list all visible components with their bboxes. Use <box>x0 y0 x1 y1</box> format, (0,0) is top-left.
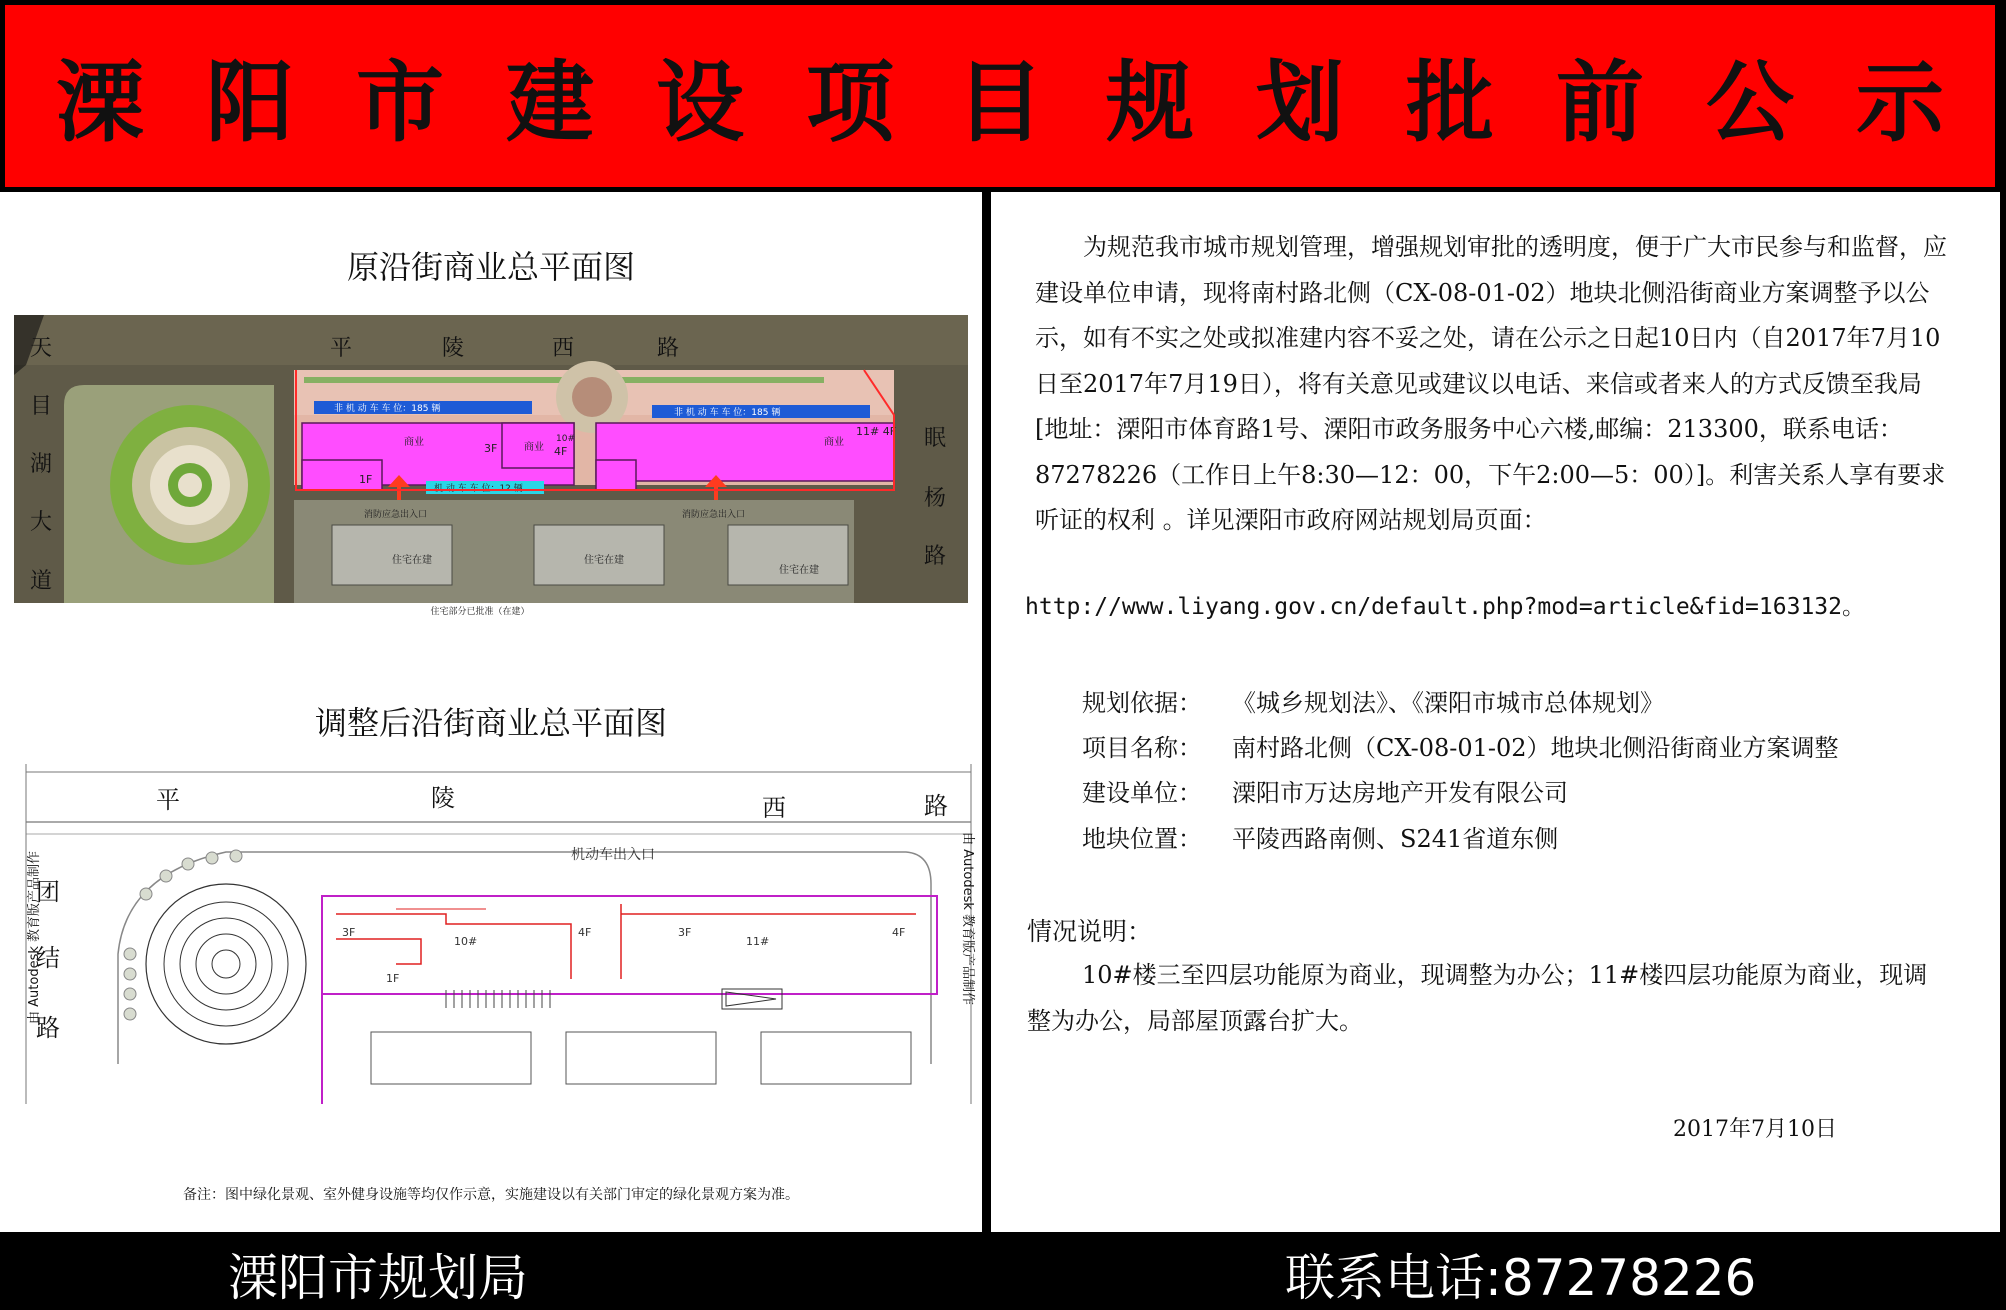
residential-label-2: 住宅在建 <box>584 555 624 566</box>
nonmotor-parking-left-label: 非 机 动 车 车 位：185 辆 <box>334 404 441 414</box>
plans-panel <box>0 192 982 1232</box>
residential-label-1: 住宅在建 <box>392 555 432 566</box>
commerce-label-10: 商业 <box>404 437 424 448</box>
svg-text:路: 路 <box>924 544 947 569</box>
footer-phone: 联系电话:87278226 <box>1285 1249 1757 1307</box>
floor-1f-label: 1F <box>359 473 373 486</box>
info-builder <box>1082 773 1568 808</box>
svg-text:平: 平 <box>330 336 353 361</box>
adjusted-bldg-10: 10# <box>454 935 478 948</box>
info-basis <box>1082 683 1664 718</box>
original-plan-image <box>14 315 968 603</box>
info-project <box>1082 728 1839 763</box>
adjusted-plan-title: 调整后沿街商业总平面图 <box>314 704 667 742</box>
svg-text:路: 路 <box>657 336 680 361</box>
original-plan-title: 原沿街商业总平面图 <box>346 248 635 286</box>
adjusted-3f-right: 3F <box>678 926 692 939</box>
fire-entrance-label-right: 消防应急出入口 <box>682 510 746 520</box>
adjusted-4f-left: 4F <box>578 926 592 939</box>
info-project-label: 项目名称： <box>1082 734 1202 762</box>
bldg-10-label: 10# <box>556 434 575 444</box>
svg-text:平: 平 <box>156 786 180 814</box>
svg-text:大: 大 <box>30 510 53 535</box>
svg-text:目: 目 <box>30 394 53 419</box>
info-basis-value: 《城乡规划法》、《溧阳市城市总体规划》 <box>1232 689 1664 717</box>
svg-text:路: 路 <box>924 792 948 820</box>
commerce-label-10b: 商业 <box>524 442 544 453</box>
header-banner-red <box>5 5 2006 187</box>
motor-parking-label: 机 动 车 车 位：12 辆 <box>434 484 523 494</box>
footer-bureau: 溧阳市规划局 <box>228 1249 528 1307</box>
info-location-value: 平陵西路南侧、S241省道东侧 <box>1232 825 1559 853</box>
info-location <box>1082 819 1558 854</box>
svg-text:道: 道 <box>30 569 53 594</box>
svg-text:结: 结 <box>36 944 60 972</box>
info-builder-label: 建设单位： <box>1082 779 1202 807</box>
svg-text:团: 团 <box>36 878 60 906</box>
page-title: 溧阳市建设项目规划批前公示 <box>56 51 2006 154</box>
vehicle-entrance-label: 机动车出入口 <box>571 847 655 863</box>
commerce-label-11: 商业 <box>824 437 844 448</box>
bldg-11-4f-label: 11# 4F <box>856 425 897 438</box>
svg-text:陵: 陵 <box>442 336 465 361</box>
header-banner <box>0 0 2006 192</box>
notice-date: 2017年7月10日 <box>1673 1117 1837 1142</box>
adjusted-plan-note: 备注：图中绿化景观、室外健身设施等均仅作示意，实施建设以有关部门审定的绿化景观方案为准。 <box>183 1187 799 1203</box>
svg-text:眠: 眠 <box>924 426 947 451</box>
svg-text:陵: 陵 <box>431 784 455 812</box>
fire-entrance-label-left: 消防应急出入口 <box>364 510 428 520</box>
adjusted-4f-right: 4F <box>892 926 906 939</box>
info-builder-value: 溧阳市万达房地产开发有限公司 <box>1232 779 1568 807</box>
footer-bar <box>0 1232 2000 1307</box>
svg-text:西: 西 <box>762 794 786 822</box>
autodesk-watermark-right: 由 Autodesk 教育版产品制作 <box>960 832 975 1005</box>
notice-body: 为规范我市城市规划管理，增强规划审批的透明度，便于广大市民参与和监督，应建设单位申请，现将南村路北侧（CX-08-01-02）地块北侧沿街商业方案调整予以公示，如有不实之处或拟准建内容不妥之处，请在公示之日起10日内（自2017年7月10日至2017年7月19日），将有关意见或建议以电话、来信或者来人的方式反馈至我局[地址：溧阳市体育路1号、溧阳市政务服务中心六楼,邮编：213300，联系电话：87278226（工作日上午8:30—12：00，下午2:00—5：00）]。利害关系人享有要求听证的权利 。详见溧阳市政府网站规划局页面： <box>1035 233 1947 534</box>
residential-label-3: 住宅在建 <box>779 565 819 576</box>
floor-4f-label: 4F <box>554 445 568 458</box>
svg-text:西: 西 <box>552 336 575 361</box>
adjusted-bldg-11: 11# <box>746 935 770 948</box>
situation-body: 10#楼三至四层功能原为商业，现调整为办公；11#楼四层功能原为商业，现调整为办公，局部屋顶露台扩大。 <box>1027 961 1928 1035</box>
svg-text:杨: 杨 <box>924 486 947 511</box>
original-plan-caption: 住宅部分已批准（在建） <box>430 607 530 617</box>
info-project-value: 南村路北侧（CX-08-01-02）地块北侧沿街商业方案调整 <box>1232 734 1839 762</box>
adjusted-plan-image <box>26 764 975 1104</box>
nonmotor-parking-right-label: 非 机 动 车 车 位：185 辆 <box>674 408 781 418</box>
floor-3f-label: 3F <box>484 442 498 455</box>
info-location-label: 地块位置： <box>1082 825 1202 853</box>
notice-url[interactable]: http://www.liyang.gov.cn/default.php?mod=article&fid=163132。 <box>1025 594 1865 620</box>
adjusted-3f-left: 3F <box>342 926 356 939</box>
svg-text:路: 路 <box>36 1014 60 1042</box>
commerce-block-11 <box>596 423 897 481</box>
situation-title: 情况说明： <box>1027 917 1153 946</box>
svg-text:天: 天 <box>30 336 53 361</box>
info-basis-label: 规划依据： <box>1082 689 1202 717</box>
svg-text:湖: 湖 <box>30 452 53 477</box>
adjusted-1f: 1F <box>386 972 400 985</box>
autodesk-watermark-left: 由 Autodesk 教育版产品制作 <box>27 851 42 1024</box>
